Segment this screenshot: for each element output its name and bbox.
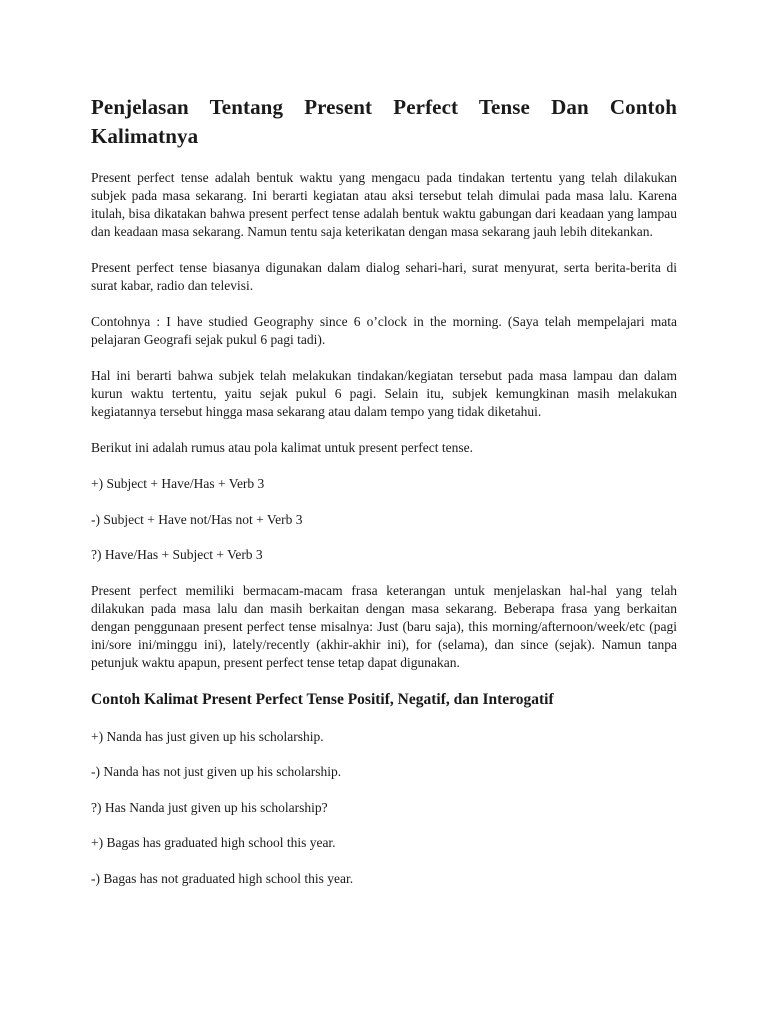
example-sentence: +) Bagas has graduated high school this year. (91, 835, 336, 850)
phrases-paragraph: Present perfect memiliki bermacam-macam frasa keterangan untuk menjelaskan hal-hal yang telah dilakukan pada masa lalu dan masih berkaitan dengan masa sekarang. Beberapa frasa yang berkaitan dengan penggunaan present perfect tense misalnya: Just (baru saja), this morning/afternoon/week/etc (pagi ini/sore ini/minggu ini), lately/recently (akhir-akhir ini), for (selama), dan since (sejak). Namun tanpa petunjuk waktu apapun, present perfect tense tetap dapat digunakan. (91, 582, 677, 670)
formula-interrogative: ?) Have/Has + Subject + Verb 3 (91, 547, 263, 562)
formula-intro-paragraph: Berikut ini adalah rumus atau pola kalimat untuk present perfect tense. (91, 440, 474, 455)
usage-paragraph: Present perfect tense biasanya digunakan dalam dialog sehari-hari, surat menyurat, serta berita-berita di surat kabar, radio dan televisi. (91, 260, 677, 293)
example-sentence: -) Nanda has not just given up his scholarship. (91, 764, 342, 779)
example-sentence: +) Nanda has just given up his scholarship. (91, 728, 324, 744)
page-title: Penjelasan Tentang Present Perfect Tense Dan Contoh Kalimatnya (91, 95, 677, 148)
example-paragraph: Contohnya : I have studied Geography since 6 o’clock in the morning. (Saya telah mempelajari mata pelajaran Geografi sejak pukul 6 pagi tadi). (91, 314, 677, 347)
explanation-paragraph: Hal ini berarti bahwa subjek telah melakukan tindakan/kegiatan tersebut pada masa lampau dan dalam kurun waktu tertentu, yaitu sejak pukul 6 pagi. Selain itu, subjek kemungkinan masih melakukan kegiatannya tersebut hingga masa sekarang atau dalam tempo yang tidak diketahui. (91, 368, 677, 419)
formula-positive: +) Subject + Have/Has + Verb 3 (91, 476, 265, 491)
document-page (91, 93, 677, 905)
example-sentence: -) Bagas has not graduated high school this year. (91, 870, 354, 886)
intro-paragraph: Present perfect tense adalah bentuk waktu yang mengacu pada tindakan tertentu yang telah dilakukan subjek pada masa sekarang. Ini berarti kegiatan atau aksi tersebut telah dimulai pada masa lalu. Karena itulah, bisa dikatakan bahwa present perfect tense adalah bentuk waktu gabungan dari keadaan yang lampau dan keadaan masa sekarang. Namun tentu saja keterikatan dengan masa sekarang jauh lebih ditekankan. (91, 170, 677, 239)
examples-heading: Contoh Kalimat Present Perfect Tense Positif, Negatif, dan Interogatif (91, 690, 554, 708)
example-sentence: ?) Has Nanda just given up his scholarship? (91, 799, 328, 815)
formula-negative: -) Subject + Have not/Has not + Verb 3 (91, 511, 303, 527)
